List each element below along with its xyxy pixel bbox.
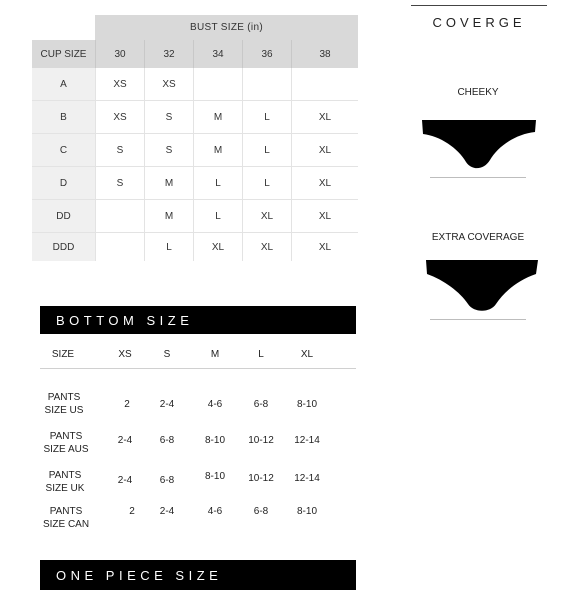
size-cell: 8-10 [296,506,317,517]
bust-header-row [32,40,358,68]
size-cell: 6-8 [253,399,269,410]
size-cell: 2 [124,399,130,410]
row-label: PANTS SIZE US [44,392,84,416]
size-cell: 4-6 [207,506,223,517]
size-cell: XL [291,101,358,133]
size-cell [242,68,291,100]
bust-size-table [32,15,358,261]
size-cell: S [144,101,193,133]
size-cell: 12-14 [294,473,320,484]
size-cell: 2-4 [117,435,133,446]
size-xl: XL [300,349,314,360]
size-cell: S [95,167,144,199]
bust-size-title: BUST SIZE (in) [95,15,358,40]
row-label: PANTS SIZE AUS [43,431,89,455]
bust-size-34: 34 [193,40,242,68]
size-cell: XS [95,68,144,100]
size-cell: L [242,167,291,199]
cup-label: A [32,68,95,100]
table-row [32,68,358,101]
size-cell: L [144,233,193,261]
size-cell: XL [193,233,242,261]
size-l: L [258,349,264,360]
cheeky-label: CHEEKY [457,87,499,98]
size-cell: 8-10 [204,435,225,446]
size-cell: XL [291,233,358,261]
size-cell: XL [291,200,358,232]
size-cell: XL [291,167,358,199]
table-row [40,469,356,497]
size-cell: S [95,134,144,166]
size-cell: L [242,134,291,166]
table-row [32,134,358,167]
extra-coverage-label: EXTRA COVERAGE [431,232,525,243]
size-s: S [163,349,171,360]
size-xs: XS [118,349,132,360]
size-cell: XS [95,101,144,133]
size-cell: 10-12 [248,435,274,446]
size-cell: S [144,134,193,166]
cup-label: C [32,134,95,166]
table-row [40,505,356,533]
table-row [32,101,358,134]
table-row [32,200,358,233]
size-cell [193,68,242,100]
size-cell: 8-10 [296,399,317,410]
one-piece-size-title: ONE PIECE SIZE [40,560,356,590]
cheeky-brief-icon [420,118,538,172]
size-cell: M [193,134,242,166]
size-cell: XS [144,68,193,100]
size-m: M [210,349,220,360]
size-cell: 4-6 [207,399,223,410]
size-cell [95,200,144,232]
row-label: PANTS SIZE UK [45,470,85,494]
coverage-title: COVERGE [432,15,526,30]
size-cell: 6-8 [159,435,175,446]
bottom-header-rule [40,368,356,369]
size-cell: L [193,167,242,199]
size-cell: 8-10 [204,471,225,482]
table-row [40,391,356,419]
cup-label: B [32,101,95,133]
size-cell [95,233,144,261]
size-cell: 2-4 [117,475,133,486]
size-cell: XL [291,134,358,166]
bust-size-38: 38 [291,40,358,68]
size-cell: 12-14 [294,435,320,446]
size-cell: 10-12 [248,473,274,484]
size-cell: 6-8 [159,475,175,486]
table-row [40,430,356,458]
bottom-size-title: BOTTOM SIZE [40,306,356,334]
extra-coverage-baseline [430,319,526,320]
cheeky-baseline [430,177,526,178]
table-row [32,233,358,261]
bottom-header-row [40,348,356,362]
coverage-top-rule [411,5,547,6]
extra-coverage-brief-icon [424,258,540,314]
cup-label: DD [32,200,95,232]
row-label: PANTS SIZE CAN [42,506,90,530]
size-cell: 2 [129,506,135,517]
size-header: SIZE [51,349,75,360]
size-cell: L [242,101,291,133]
cup-label: D [32,167,95,199]
size-cell: M [144,167,193,199]
size-cell: XL [242,233,291,261]
size-cell: L [193,200,242,232]
size-cell: M [144,200,193,232]
bust-size-32: 32 [144,40,193,68]
table-row [32,167,358,200]
cup-size-header: CUP SIZE [32,40,95,68]
size-cell: XL [242,200,291,232]
size-cell [291,68,358,100]
size-cell: 6-8 [253,506,269,517]
bust-size-30: 30 [95,40,144,68]
size-cell: 2-4 [159,506,175,517]
bust-size-36: 36 [242,40,291,68]
size-cell: M [193,101,242,133]
cup-label: DDD [32,233,95,261]
size-cell: 2-4 [159,399,175,410]
